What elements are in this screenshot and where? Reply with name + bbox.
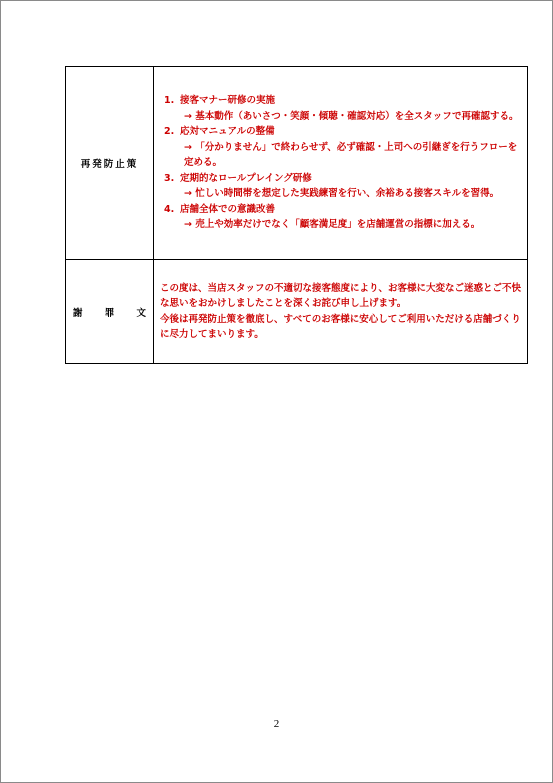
apology-row: [66, 260, 528, 364]
item-detail: → 忙しい時間帯を想定した実践練習を行い、余裕ある接客スキルを習得。: [184, 188, 500, 200]
page-number: 2: [273, 718, 280, 730]
prevention-item: [160, 202, 523, 233]
item-title: 定期的なロールプレイング研修: [180, 172, 312, 184]
document-table: [65, 66, 528, 364]
item-number: 1.: [164, 95, 175, 107]
item-title: 店舗全体での意識改善: [180, 203, 276, 215]
apology-paragraph: この度は、当店スタッフの不適切な接客態度により、お客様に大変なご迷惑とご不快な思いをおかけしましたことを深くお詫び申し上げます。: [160, 282, 522, 309]
prevention-item: [160, 93, 523, 124]
prevention-content: [154, 67, 528, 260]
apology-label-char: 謝: [73, 307, 83, 319]
item-number: 3.: [164, 172, 175, 184]
item-number: 2.: [164, 126, 175, 138]
item-detail: → 「分かりません」で終わらせず、必ず確認・上司への引継ぎを行うフローを定める。: [184, 141, 518, 169]
prevention-item: [160, 124, 523, 171]
apology-label: [66, 260, 154, 364]
apology-label-char: 罪: [104, 307, 115, 319]
item-detail: → 売上や効率だけでなく「顧客満足度」を店舗運営の指標に加える。: [184, 219, 481, 231]
apology-paragraph: 今後は再発防止策を徹底し、すべてのお客様に安心してご利用いただける店舗づくりに尽力してまいります。: [160, 313, 521, 340]
item-number: 4.: [164, 203, 175, 215]
apology-label-char: 文: [136, 307, 146, 319]
item-title: 応対マニュアルの整備: [180, 126, 275, 138]
apology-content: [154, 260, 528, 364]
prevention-item: [160, 171, 523, 202]
prevention-label: 再発防止策: [66, 67, 154, 260]
prevention-row: [66, 67, 528, 260]
item-title: 接客マナー研修の実施: [180, 95, 276, 107]
item-detail: → 基本動作（あいさつ・笑顔・傾聴・確認対応）を全スタッフで再確認する。: [184, 110, 519, 122]
